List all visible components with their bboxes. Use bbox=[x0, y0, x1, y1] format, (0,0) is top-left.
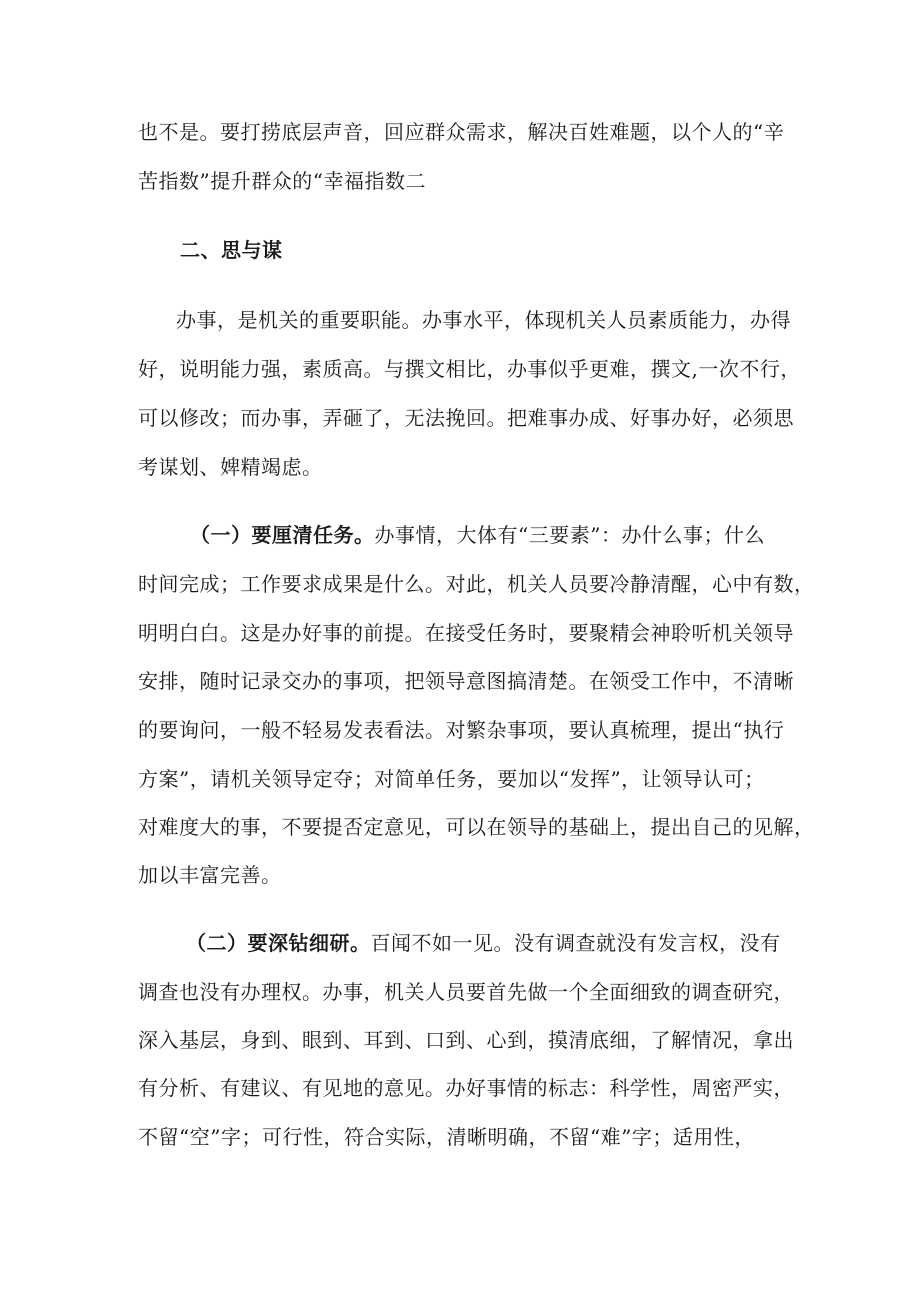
intro-line-2: 苦指数”提升群众的“幸福指数二 bbox=[138, 169, 426, 193]
para-2-line-1 bbox=[0, 518, 920, 552]
para-2-line-4: 安排，随时记录交办的事项，把领导意图搞清楚。在领受工作中，不清晰 bbox=[138, 669, 794, 693]
para-2-line-6: 方案”，请机关领导定夺；对简单任务，要加以“发挥”，让领导认可； bbox=[138, 767, 765, 791]
para-2-line-7: 对难度大的事，不要提否定意见，可以在领导的基础上，提出自己的见解， bbox=[138, 815, 815, 839]
section-heading: 二、思与谋 bbox=[180, 238, 283, 262]
para-2-line-3: 明明白白。这是办好事的前提。在接受任务时，要聚精会神聆听机关领导 bbox=[138, 621, 794, 645]
intro-line-1: 也不是。要打捞底层声音，回应群众需求，解决百姓难题，以个人的“辛 bbox=[138, 120, 785, 144]
para-2-heading: （一）要厘清任务。 bbox=[190, 523, 375, 547]
para-1-line-1: 办事，是机关的重要职能。办事水平，体现机关人员素质能力，办得 bbox=[176, 308, 791, 332]
para-2-first-line-text: 办事情，大体有“三要素”：办什么事；什么 bbox=[374, 523, 765, 547]
para-1-line-2: 好，说明能力强，素质高。与撰文相比，办事似乎更难，撰文,一次不行， bbox=[138, 357, 801, 381]
para-3-first-line-text: 百闻不如一见。没有调查就没有发言权，没有 bbox=[370, 931, 781, 955]
para-3-line-5: 不留“空”字；可行性，符合实际，清晰明确，不留“难”字；适用性， bbox=[138, 1125, 755, 1149]
para-3-line-1 bbox=[0, 926, 920, 960]
para-3-line-3: 深入基层，身到、眼到、耳到、口到、心到，摸清底细，了解情况，拿出 bbox=[138, 1028, 794, 1052]
para-2-line-2: 时间完成；工作要求成果是什么。对此，机关人员要冷静清醒，心中有数， bbox=[138, 572, 815, 596]
para-3-line-4: 有分析、有建议、有见地的意见。办好事情的标志：科学性，周密严实， bbox=[138, 1076, 794, 1100]
para-1-line-4: 考谋划、婢精竭虑。 bbox=[138, 455, 323, 479]
para-3-heading: （二）要深钻细研。 bbox=[186, 931, 371, 955]
para-1-line-3: 可以修改；而办事，弄砸了，无法挽回。把难事办成、好事办好，必须思 bbox=[138, 406, 794, 430]
para-3-line-2: 调查也没有办理权。办事，机关人员要首先做一个全面细致的调查研究， bbox=[138, 980, 794, 1004]
para-2-line-8: 加以丰富完善。 bbox=[138, 863, 282, 887]
para-2-line-5: 的要询问，一般不轻易发表看法。对繁杂事项，要认真梳理，提出“执行 bbox=[138, 718, 785, 742]
